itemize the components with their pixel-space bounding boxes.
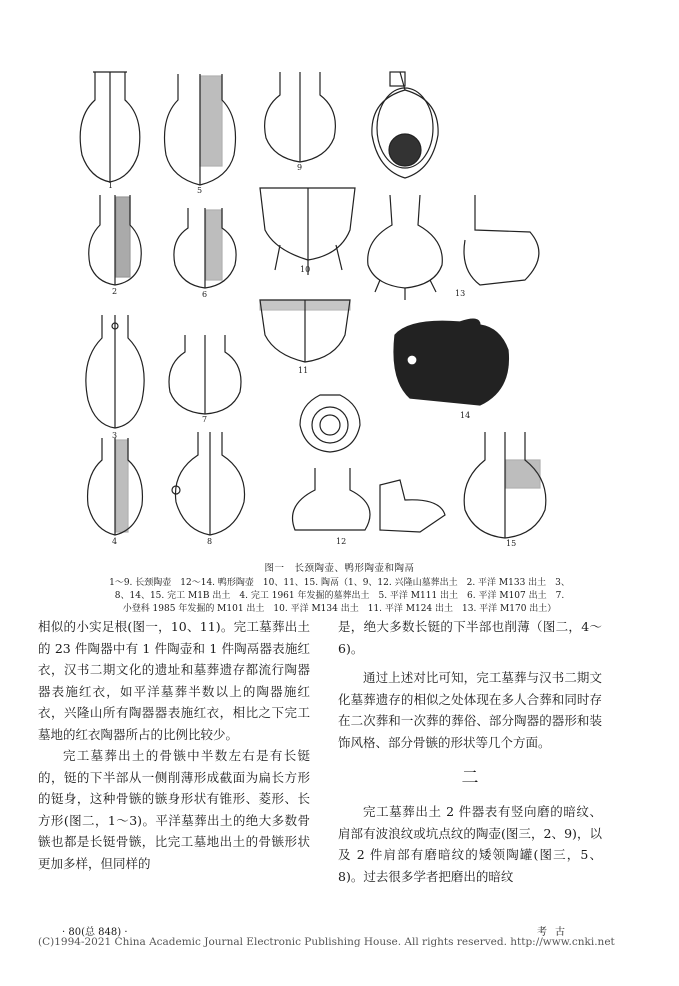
left-column	[38, 616, 310, 874]
figure-legend-line: 1～9. 长颈陶壶 12～14. 鸭形陶壶 10、11、15. 陶鬲（1、9、12. 兴隆山墓葬出土 2. 平洋 M133 出土 3、	[109, 578, 570, 588]
figure-title: 图一 长颈陶壶、鸭形陶壶和陶鬲	[264, 563, 415, 574]
vessel-3	[86, 315, 144, 428]
vessel-12b	[293, 395, 446, 532]
journal-name: 考古	[537, 927, 573, 938]
vessel-5	[165, 74, 236, 185]
fig-label: 11	[298, 366, 309, 375]
fig-label: 2	[112, 287, 118, 296]
vessel-6	[174, 208, 236, 288]
fig-label: 7	[202, 415, 208, 424]
fig-label: 8	[207, 537, 213, 546]
fig-label: 1	[108, 181, 114, 190]
fig-label: 13	[455, 289, 466, 298]
figure-pottery-drawings	[60, 60, 625, 550]
fig-label: 3	[112, 431, 118, 440]
fig-label: 10	[300, 265, 311, 274]
fig-label: 12	[336, 537, 347, 546]
vessel-15	[464, 432, 546, 538]
fig-label: 4	[112, 537, 118, 546]
vessel-11	[260, 300, 350, 362]
page-number: · 80(总 848) ·	[62, 927, 128, 938]
vessel-8	[172, 432, 245, 535]
figure-legend-line: 小登科 1985 年发掘的 M101 出土 10. 平洋 M134 出土 11. 平洋 M124 出土 13. 平洋 M170 出土）	[122, 604, 557, 614]
vessel-1	[80, 72, 140, 182]
paragraph: 完工墓葬出土的骨镞中半数左右是有长铤的，铤的下半部从一侧削薄形成截面为扁长方形的铤身，这种骨镞的镞身形状有锥形、菱形、长方形(图二，1～3)。平洋墓葬出土的绝大多数骨镞也都是长铤骨镞，比完工墓地出土的骨镞形状更加多样，但同样的	[38, 748, 310, 871]
vessel-13	[368, 195, 539, 300]
vessel-9	[265, 72, 336, 162]
paragraph: 完工墓葬出土 2 件器表有竖向磨的暗纹、肩部有波浪纹或坑点纹的陶壶(图三，2、9)，以及 2 件肩部有磨暗纹的矮领陶罐(图三，5、8)。过去很多学者把磨出的暗纹	[338, 804, 602, 884]
vessel-14	[394, 319, 508, 405]
paragraph: 相似的小实足根(图一，10、11)。完工墓葬出土的 23 件陶器中有 1 件陶壶和 1 件陶鬲器表施红衣，汉书二期文化的遗址和墓葬遗存都流行陶器器表施红衣，如平洋墓葬半数以上的陶器施红衣，兴隆山所有陶器器表施红衣，相比之下完工墓地的红衣陶器所占的比例比较少。	[38, 619, 310, 742]
paragraph: 是，绝大多数长铤的下半部也削薄（图二，4～6)。	[338, 619, 602, 656]
fig-label: 9	[297, 163, 303, 172]
vessel-12	[372, 72, 438, 178]
copyright-notice: (C)1994-2021 China Academic Journal Electronic Publishing House. All rights reserved. http://www.cnki.net	[38, 936, 615, 948]
section-heading: 二	[461, 768, 479, 788]
fig-label: 6	[202, 290, 208, 299]
figure-legend-line: 8、14、15. 完工 M1B 出土 4. 完工 1961 年发掘的墓葬出土 5. 平洋 M111 出土 6. 平洋 M107 出土 7.	[114, 591, 565, 601]
vessel-10	[260, 188, 355, 275]
fig-label: 15	[506, 539, 517, 548]
right-column	[338, 616, 602, 887]
paragraph: 通过上述对比可知，完工墓葬与汉书二期文化墓葬遗存的相似之处体现在多人合葬和同时存在二次葬和一次葬的葬俗、部分陶器的器形和装饰风格、部分骨镞的形状等几个方面。	[338, 670, 602, 750]
fig-label: 5	[197, 186, 203, 195]
fig-label: 14	[460, 411, 471, 420]
vessel-4	[88, 438, 143, 535]
vessel-2	[89, 195, 142, 285]
vessel-7	[169, 335, 241, 414]
